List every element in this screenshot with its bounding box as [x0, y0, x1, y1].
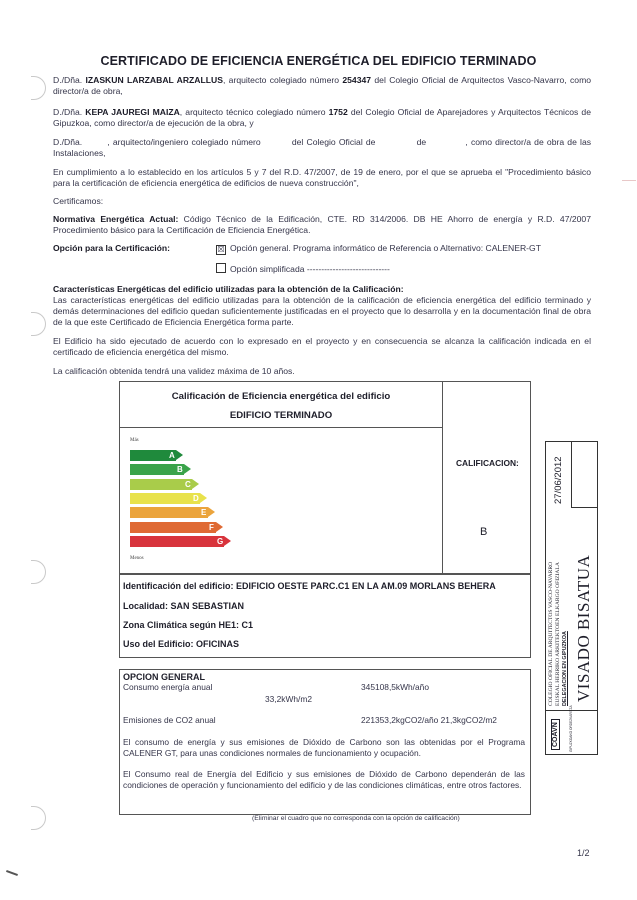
energy-class-letter: D	[193, 493, 199, 503]
consumption-label: Consumo energía anual	[123, 682, 213, 692]
building-info-box	[119, 574, 531, 658]
document-title: CERTIFICADO DE EFICIENCIA ENERGÉTICA DEL EDIFICIO TERMINADO	[100, 54, 537, 68]
option-simplified-row: Opción simplificada -----------------------------	[216, 263, 390, 274]
certify-label: Certificamos:	[53, 196, 104, 206]
scan-mark	[622, 180, 636, 181]
architect-name: IZASKUN LARZABAL ARZALLUS	[85, 75, 223, 85]
energy-class-bar-a	[130, 450, 176, 461]
compliance-paragraph: En cumplimiento a lo establecido en los artículos 5 y 7 del R.D. 47/2007, de 19 de enero, por el que se aprueba el "Procedimiento básico para la certificación de eficiencia energética de edificios de nueva construcción",	[53, 167, 591, 188]
stamp-main: VISADO BISATUA	[573, 554, 593, 702]
binder-hole	[31, 76, 46, 100]
scan-mark	[6, 870, 18, 876]
footer-note: (Eliminar el cuadro que no corresponda con la opción de calificación)	[252, 815, 460, 822]
calificacion-value: B	[480, 526, 488, 538]
characteristics-heading: Características Energéticas del edificio utilizadas para la obtención de la Calificación:	[53, 284, 404, 294]
stamp-delegation: DELEGACION EN GIPUZKOA	[561, 631, 568, 706]
energy-class-arrow	[192, 479, 199, 489]
technician-name: KEPA JAUREGI MAIZA	[85, 107, 180, 117]
stamp-date: 27/06/2012	[552, 456, 564, 504]
emissions-value: 221353,2kgCO2/año 21,3kgCO2/m2	[361, 715, 497, 725]
consumption-value: 345108,5kWh/año	[361, 682, 429, 692]
option-general-row: ☒ Opción general. Programa informático de Referencia o Alternativo: CALENER-GT	[217, 243, 541, 254]
stamp-rotated-text	[547, 442, 598, 710]
energy-class-arrow	[200, 493, 207, 503]
energy-class-bar-b	[130, 464, 184, 475]
stamp-logo-rotated	[547, 705, 598, 754]
option-simplified-checkbox[interactable]	[216, 263, 226, 273]
visado-stamp	[545, 441, 598, 755]
energy-class-letter: E	[201, 508, 207, 518]
energy-class-bar-d	[130, 493, 200, 504]
energy-class-letter: B	[177, 465, 183, 475]
emissions-label: Emisiones de CO2 anual	[123, 715, 216, 725]
rating-divider-vertical	[442, 382, 443, 573]
technician-number: 1752	[328, 107, 348, 117]
stamp-org-line1: COLEGIO OFICIAL DE ARQUITECTOS VASCO-NAVARRO	[547, 561, 554, 706]
energy-class-bar-c	[130, 479, 192, 490]
binder-hole	[31, 806, 46, 830]
building-locality: Localidad: SAN SEBASTIAN	[123, 601, 245, 611]
stamp-delegation-eu: GIPUZKOAKO ORDEZKARITZA	[568, 705, 573, 752]
building-identification: Identificación del edificio: EDIFICIO OESTE PARC.C1 EN LA AM.09 MORLANS BEHERA	[123, 581, 496, 591]
binder-hole	[31, 560, 46, 584]
energy-class-arrow	[184, 464, 191, 474]
energy-class-bar-e	[130, 507, 208, 518]
stamp-org-line2: EUSKAL HERRIKO ARKITEKTOEN ELKARGO OFIZIALA	[554, 562, 561, 706]
energy-class-arrow	[208, 507, 215, 517]
rating-box	[119, 381, 531, 574]
scale-more-label: Más	[130, 438, 139, 443]
energy-scale	[130, 450, 240, 550]
binder-hole	[31, 312, 46, 336]
general-option-heading: OPCION GENERAL	[123, 672, 206, 682]
installations-paragraph: D./Dña. , arquitecto/ingeniero colegiado número del Colegio Oficial de de , como director/a de obra de las Instalaciones,	[53, 137, 592, 158]
consumption-m2: 33,2kWh/m2	[265, 694, 313, 704]
regulation-paragraph: Normativa Energética Actual: Código Técnico de la Edificación, CTE. RD 314/2006. DB HE Ahorro de energía y R.D. 47/2007 Procedimiento básico para la Certificación de Eficiencia Energética.	[53, 214, 591, 235]
energy-class-arrow	[176, 450, 183, 460]
rating-subtitle: EDIFICIO TERMINADO	[229, 410, 333, 421]
regulation-label: Normativa Energética Actual:	[53, 214, 179, 224]
calificacion-label: CALIFICACION:	[456, 458, 519, 468]
energy-class-bar-f	[130, 522, 216, 533]
validity-paragraph: La calificación obtenida tendrá una validez máxima de 10 años.	[53, 366, 295, 376]
building-zone: Zona Climática según HE1: C1	[123, 620, 254, 630]
characteristics-paragraph: Características Energéticas del edificio utilizadas para la obtención de la Calificación: Las características energéticas del edificio utilizadas para la obtención de la calificación de eficiencia energética del edificio terminado y demás determinaciones del edificio quedan suficientemente justificadas en el proyecto que lo desarrolla y en la documentación final de obra de la que este Certificado de Eficiencia Energética forma parte.	[53, 284, 591, 327]
energy-class-arrow	[216, 522, 223, 532]
architect-paragraph: D./Dña. IZASKUN LARZABAL ARZALLUS, arquitecto colegiado número 254347 del Colegio Oficial de Arquitectos Vasco-Navarro, como director/a de obra,	[53, 75, 592, 96]
stamp-logo: COAVN	[551, 719, 560, 750]
energy-class-letter: A	[169, 451, 175, 460]
energy-class-letter: C	[185, 479, 191, 489]
rating-title: Calificación de Eficiencia energética del edificio	[171, 391, 391, 402]
option-label: Opción para la Certificación:	[53, 243, 170, 253]
general-option-note-1: El consumo de energía y sus emisiones de Dióxido de Carbono son las obtenidas por el Programa CALENER GT, para unas condiciones normales de funcionamiento y ocupación.	[123, 737, 525, 758]
building-use: Uso del Edificio: OFICINAS	[123, 639, 240, 649]
executed-paragraph: El Edificio ha sido ejecutado de acuerdo con lo expresado en el proyecto y en consecuencia se alcanza la calificación indicada en el certificado de eficiencia energética del mismo.	[53, 336, 591, 357]
general-option-box	[119, 669, 531, 815]
energy-class-arrow	[224, 536, 231, 546]
energy-class-letter: G	[217, 536, 224, 546]
rating-divider-horizontal	[120, 427, 442, 428]
page-number: 1/2	[577, 848, 590, 858]
option-general-checkbox[interactable]: ☒	[217, 245, 225, 254]
scale-less-label: Menos	[130, 556, 144, 561]
energy-class-letter: F	[209, 522, 214, 532]
general-option-note-2: El Consumo real de Energía del Edificio y sus emisiones de Dióxido de Carbono dependerán de las condiciones de operación y funcionamiento del edificio y de las condiciones climáticas, entre otros factores.	[123, 769, 525, 790]
architect-number: 254347	[342, 75, 372, 85]
technician-paragraph: D./Dña. KEPA JAUREGI MAIZA, arquitecto técnico colegiado número 1752 del Colegio Oficial de Aparejadores y Arquitectos Técnicos de Gipuzkoa, como director/a de ejecución de la obra, y	[53, 107, 591, 128]
energy-class-bar-g	[130, 536, 224, 547]
